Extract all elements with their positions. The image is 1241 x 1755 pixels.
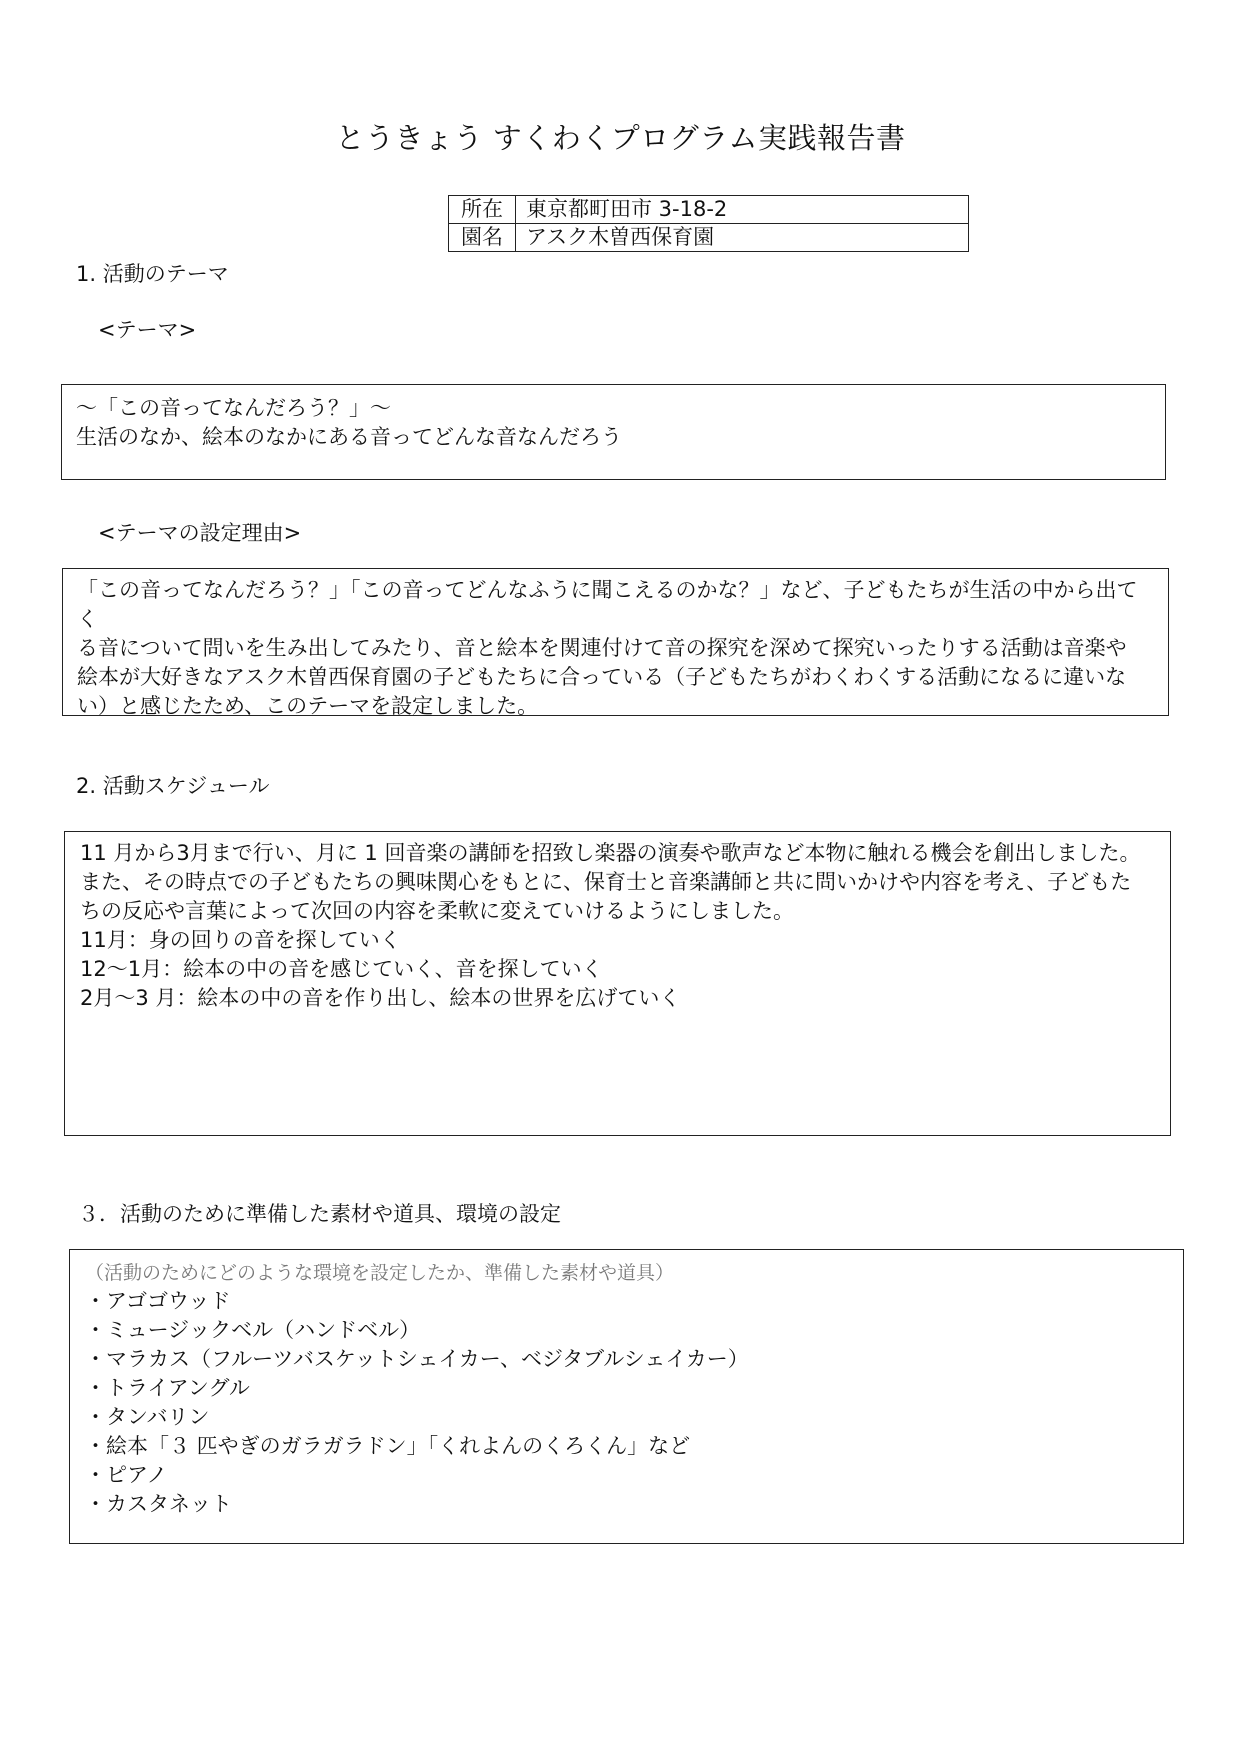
facility-info-table [448, 195, 969, 252]
reason-line: 「この音ってなんだろう？」「この音ってどんなふうに聞こえるのかな？」など、子どもたちが生活の中から出てく [77, 578, 1138, 631]
materials-box [69, 1249, 1184, 1544]
materials-hint: （活動のためにどのような環境を設定したか、準備した素材や道具） [85, 1262, 675, 1284]
info-value: 東京都町田市 3-18-2 [516, 196, 969, 224]
info-key: 所在 [449, 196, 516, 224]
section2-heading: 2. 活動スケジュール [76, 774, 270, 798]
schedule-line: 2月～3 月：絵本の中の音を作り出し、絵本の世界を広げていく [80, 986, 681, 1010]
reason-label: <テーマの設定理由> [98, 521, 302, 545]
material-item: ・アゴゴウッド [85, 1289, 231, 1313]
schedule-box [64, 831, 1171, 1136]
info-value: アスク木曽西保育園 [516, 224, 969, 252]
reason-line: 絵本が大好きなアスク木曽西保育園の子どもたちに合っている（子どもたちがわくわくする活動になるに違いな [77, 665, 1127, 689]
schedule-line: ちの反応や言葉によって次回の内容を柔軟に変えていけるようにしました。 [80, 899, 794, 923]
section3-heading: ３．活動のために準備した素材や道具、環境の設定 [78, 1202, 561, 1226]
material-item: ・ピアノ [85, 1463, 168, 1487]
material-item: ・マラカス（フルーツバスケットシェイカー、ベジタブルシェイカー） [85, 1347, 749, 1371]
schedule-line: 11 月から3月まで行い、月に 1 回音楽の講師を招致し楽器の演奏や歌声など本物に触れる機会を創出しました。 [80, 841, 1141, 865]
section1-heading: 1. 活動のテーマ [76, 262, 229, 286]
reason-box [62, 568, 1169, 716]
info-key: 園名 [449, 224, 516, 252]
theme-box [61, 384, 1166, 480]
theme-line: ～「この音ってなんだろう？」～ [76, 396, 391, 420]
theme-line: 生活のなか、絵本のなかにある音ってどんな音なんだろう [76, 425, 622, 449]
info-row-location [449, 196, 969, 224]
theme-label: <テーマ> [98, 318, 197, 342]
material-item: ・タンバリン [85, 1405, 210, 1429]
reason-line: る音について問いを生み出してみたり、音と絵本を関連付けて音の探究を深めて探究いったりする活動は音楽や [77, 636, 1127, 660]
material-item: ・カスタネット [85, 1492, 232, 1516]
schedule-line: また、その時点での子どもたちの興味関心をもとに、保育士と音楽講師と共に問いかけや内容を考え、子どもた [80, 870, 1132, 894]
material-item: ・トライアングル [85, 1376, 250, 1400]
schedule-line: 12～1月：絵本の中の音を感じていく、音を探していく [80, 957, 603, 981]
document-title: とうきょう すくわくプログラム実践報告書 [335, 121, 906, 155]
reason-line: い）と感じたため、このテーマを設定しました。 [77, 694, 539, 718]
info-row-name [449, 224, 969, 252]
schedule-line: 11月：身の回りの音を探していく [80, 928, 401, 952]
material-item: ・ミュージックベル（ハンドベル） [85, 1318, 421, 1342]
material-item: ・絵本「３ 匹やぎのガラガラドン」「くれよんのくろくん」など [85, 1434, 691, 1458]
